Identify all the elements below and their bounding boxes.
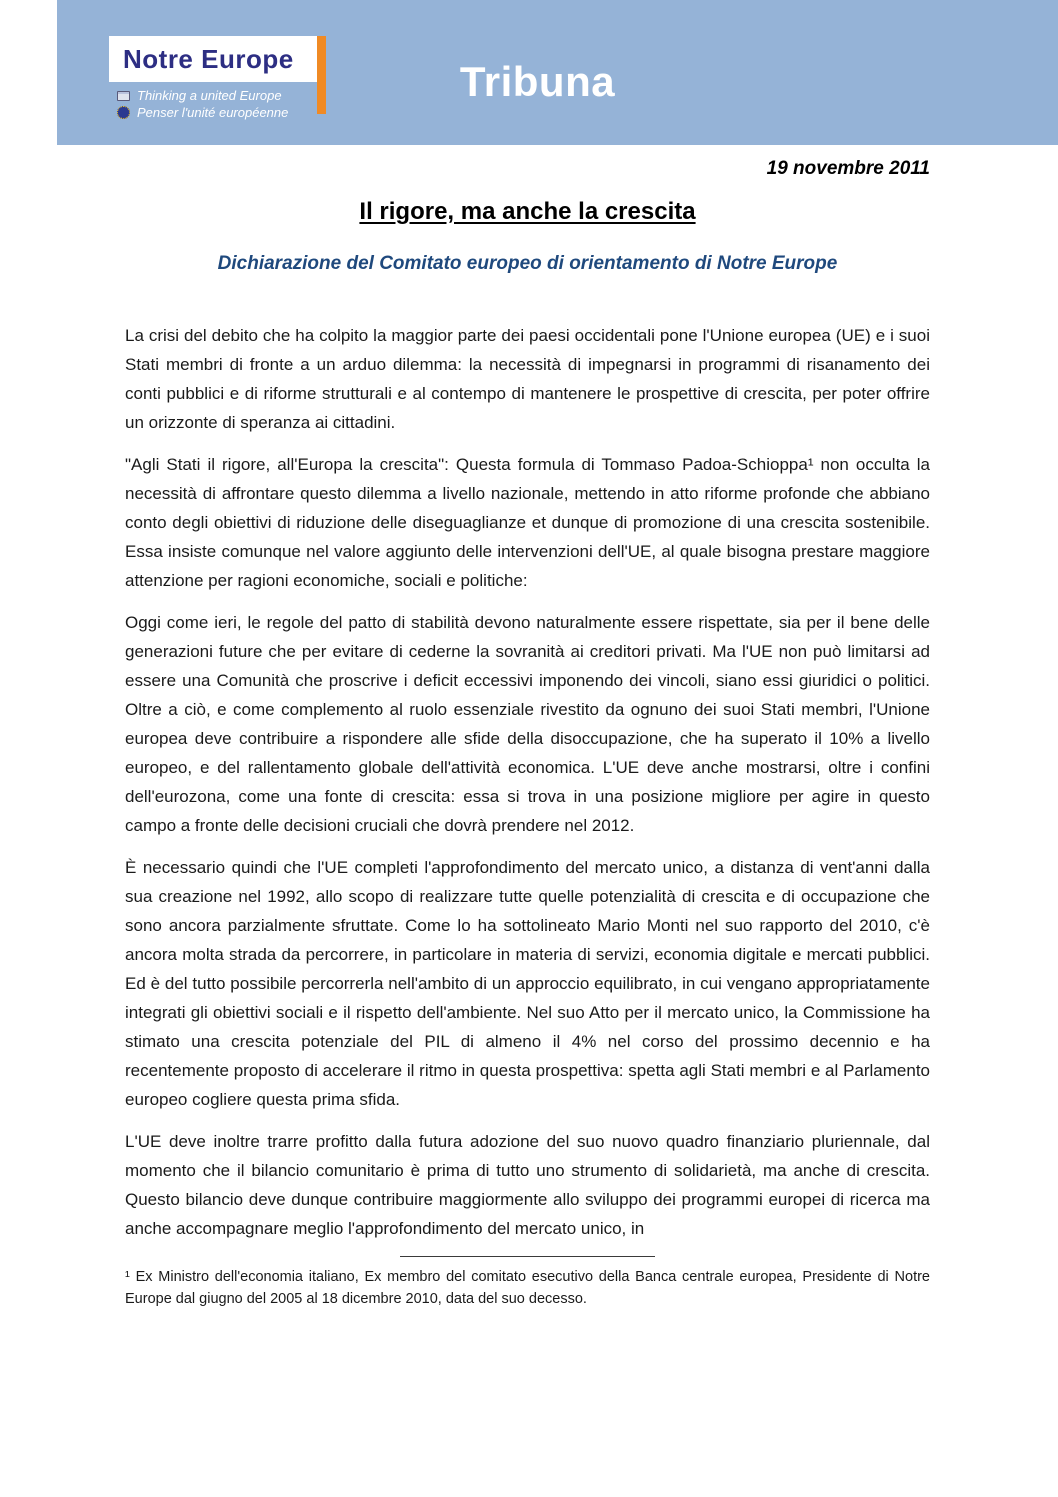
eu-flag-icon	[117, 106, 130, 119]
publication-title: Tribuna	[459, 58, 616, 105]
document-body	[125, 321, 930, 1243]
header-banner	[57, 0, 1058, 145]
tagline-english: Thinking a united Europe	[137, 88, 282, 103]
body-paragraph: "Agli Stati il rigore, all'Europa la crescita": Questa formula di Tommaso Padoa-Schioppa¹ non occulta la necessità di affrontare questo dilemma a livello nazionale, mettendo in atto riforme profonde che abbiano conto degli obiettivi di riduzione delle diseguaglianze et dunque di promozione di una crescita sostenibile. Essa insiste comunque nel valore aggiunto delle intervenzioni dell'UE, al quale bisogna prestare maggiore attenzione per ragioni economiche, sociali e politiche:	[125, 455, 930, 590]
document-content	[0, 158, 1058, 1310]
body-paragraph: La crisi del debito che ha colpito la maggior parte dei paesi occidentali pone l'Unione europea (UE) e i suoi Stati membri di fronte a un arduo dilemma: la necessità di impegnarsi in programmi di risanamento dei conti pubblici e di riforme strutturali e al contempo di mantenere le prospettive di crescita, per poter offrire un orizzonte di speranza ai cittadini.	[125, 326, 930, 432]
body-paragraph: L'UE deve inoltre trarre profitto dalla futura adozione del suo nuovo quadro finanziario pluriennale, dal momento che il bilancio comunitario è prima di tutto uno strumento di solidarietà, ma anche di crescita. Questo bilancio deve dunque contribuire maggiormente allo sviluppo dei programmi europei di ricerca ma anche accompagnare meglio l'approfondimento del mercato unico, in	[125, 1132, 930, 1238]
document-subtitle: Dichiarazione del Comitato europeo di orientamento di Notre Europe	[217, 253, 838, 274]
footnote-separator	[400, 1256, 655, 1257]
document-date: 19 novembre 2011	[766, 158, 930, 179]
body-paragraph: È necessario quindi che l'UE completi l'approfondimento del mercato unico, a distanza di vent'anni dalla sua creazione nel 1992, allo scopo di realizzare tutte quelle potenzialità di crescita e di occupazione che sono ancora parzialmente sfruttate. Come lo ha sottolineato Mario Monti nel suo rapporto del 2010, c'è ancora molta strada da percorrere, in particolare in materia di servizi, economia digitale e mercati pubblici. Ed è del tutto possibile percorrerla nell'ambito di un approccio equilibrato, in cui vengano appropriatamente integrati gli obiettivi sociali e il rispetto dell'ambiente. Nel suo Atto per il mercato unico, la Commissione ha stimato una crescita potenziale del PIL di almeno il 4% nel corso del prossimo decennio e ha recentemente proposto di accelerare il ritmo in questa prospettiva: spetta agli Stati membri e al Parlamento europeo cogliere questa prima sfida.	[125, 858, 930, 1109]
tagline-row	[109, 104, 339, 121]
logo-wordmark: Notre Europe	[123, 43, 294, 74]
footnote-text: ¹ Ex Ministro dell'economia italiano, Ex membro del comitato esecutivo della Banca centrale europea, Presidente di Notre Europe dal giugno del 2005 al 18 dicembre 2010, data del suo decesso.	[125, 1269, 930, 1307]
document-title: Il rigore, ma anche la crescita	[359, 198, 696, 225]
tagline-french: Penser l'unité européenne	[137, 105, 289, 120]
body-paragraph: Oggi come ieri, le regole del patto di stabilità devono naturalmente essere rispettate, sia per il bene delle generazioni future che per evitare di cederne la sovranità ai creditori privati. Ma l'UE non può limitarsi ad essere una Comunità che proscrive i deficit eccessivi imponendo dei vincoli, siano essi giuridici o politici. Oltre a ciò, e come complemento al ruolo essenziale rivestito da ognuno dei suoi Stati membri, l'Unione europea deve contribuire a rispondere alle sfide della disoccupazione, che ha superato il 10% a livello europeo, e del rallentamento globale dell'attività economica. L'UE deve anche mostrarsi, oltre i confini dell'eurozona, come una fonte di crescita: essa si trova in una posizione migliore per agire in questo campo a fronte delle decisioni cruciali che dovrà prendere nel 2012.	[125, 613, 930, 835]
